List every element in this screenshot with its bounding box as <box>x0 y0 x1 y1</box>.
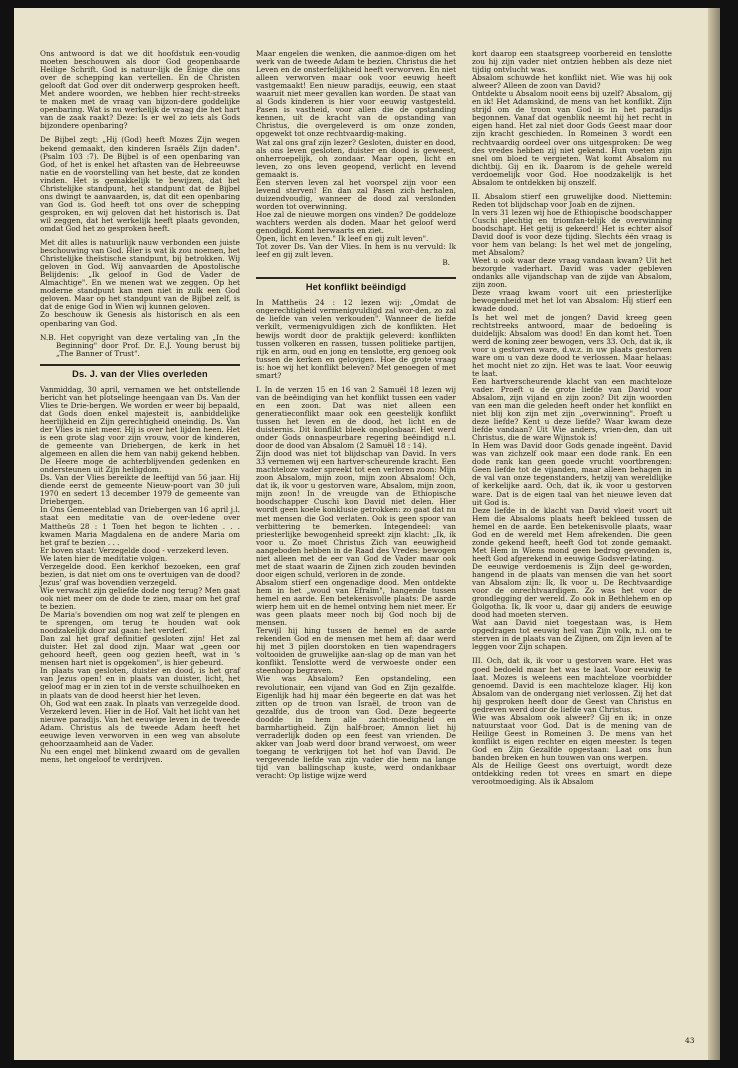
paragraph: Met dit alles is natuurlijk nauw verbonden een juiste beschouwing van God. Hier is wat ik zou noemen, het Christelijke theïstische standpunt, bij betrokken. Wij geloven in God. Wij aanvaarden de Apostolische Belijdenis: „Ik geloof in God de Vader de Almachtige". En we menen wat we zeggen. Op het moderne standpunt kan men niet in zulk een God geloven. Maar op het standpunt van de Bijbel zelf, is dat de enige God in Wien wij kunnen geloven. Zo beschouw ik Genesis als historisch en als een openbaring van God. <box>40 238 240 328</box>
obituary-text: Vanmiddag, 30 april, vernamen we het ontstellende bericht van het plotselinge heengaan van Ds. Van der Vlies te Drie-bergen. We worden er weer bij bepaald, dat Gods doen enkel majesteit is, aanbiddelijke heerlijkheid en Zijn gerechtigheid oneindig. Ds. Van der Vlies is niet meer. Hij is over het lijden heen. Het is een grote slag voor zijn vrouw, voor de kinderen, de gemeente van Driebergen, de kerk in het algemeen en allen die hem van nabij gekend hebben. De Heere moge de achterblijvenden gedenken en ondersteunen uit Zijn heiligdom. Ds. Van der Vlies bereikte de leeftijd van 56 jaar. Hij diende eerst de gemeente Nieuw-poort van 30 juli 1970 en sedert 13 december 1979 de gemeente van Driebergen. In Ons Gemeenteblad van Driebergen van 16 april j.l. staat een meditatie van de over-ledene over Mattheüs 28 : 1 Toen het begon te lichten . . . kwamen Maria Magdalena en de andere Maria om het graf te bezien . . . Er boven staat: Verzegelde dood - verzekerd leven. We laten hier de meditatie volgen. Verzegelde dood. Een kerkhof bezoeken, een graf bezien, is dat niet om ons te overtuigen van de dood? Jezus' graf was bovendien verzegeld. Wie verwacht zijn geliefde dode nog terug? Men gaat ook niet meer om de dode te zien, maar om het graf te bezien. De Maria's bovendien om nog wat zelf te plengen en te sprengen, om terug te houden wat ook noodzakelijk door zal gaan: het verderf. Dan zal het graf definitief gesloten zijn! Het zal duister. Het zal dood zijn. Maar wat „geen oor gehoord heeft, geen oog gezien heeft, wat in 's mensen hart niet is opgekomen", is hier gebeurd. In plaats van gesloten, duister en dood, is het graf van Jezus open! en in plaats van duister, licht, het geloof mag er in zien tot in de verste schuilhoeken en in plaats van de dood heerst hier het leven. Oh, God wat een zaak. In plaats van verzegelde dood. Verzekerd leven. Hier in de Hof. Valt het licht van het nieuwe paradijs. Van het eeuwige leven in de tweede Adam. Christus als de tweede Adam heeft het eeuwige leven verworven in een weg van absolute gehoorzaamheid aan de Vader. Nu een engel met blinkend zwaard om de gevallen mens, het ongeloof te verdrijven. <box>40 384 240 764</box>
section-divider <box>40 364 240 366</box>
copyright-note: N.B. Het copyright van deze vertaling van „In the Beginning" door Prof. Dr. E.J. Young berust bij „The Banner of Trust". <box>40 332 240 358</box>
obituary-heading: Ds. J. van der Vlies overleden <box>72 368 208 379</box>
paragraph: Maar engelen die wenken, die aanmoe-digen om het werk van de tweede Adam te bezien. Christus die het Leven en de onsterfelijkheid heeft verworven. En niet alleen verworven maar ook voor eeuwig heeft vastgemaakt! Een nieuw paradijs, eeuwig, een staat waaruit niet meer gevallen kan worden. De staat van al Gods kinderen is hier voor eeuwig vastgesteld. Pasen is vastheid, voor allen die de opstanding kennen, uit de kracht van de opstanding van Christus, die overgeleverd is om onze zonden, opgewekt tot onze rechtvaardig-making. Wat zal ons graf zijn lezer? Gesloten, duister en dood, als ons leven gesloten, duister en dood is geweest, onherroepelijk, oh zondaar. Maar open, licht en leven, zo ons leven geopend, verlicht en levend gemaakt is. Een sterven leven zal het voorspel zijn voor een levend sterven! En dan zal Pasen zich herhalen, duizendvoudig, wanneer de dood zal verslonden worden tot overwinning. Hoe zal de nieuwe morgen ons vinden? De goddeloze wachters werden als doden. Maar het geloof werd genodigd. Komt herwaarts en ziet. Open, licht en leven." Ik leef en gij zult leven". Tot zover Ds. Van der Vlies. In hem is nu vervuld: Ik leef en gij zult leven. <box>256 49 456 260</box>
paragraph: III. Och, dat ik, ik voor u gestorven ware. Het was goed bedoeld maar het was te laat. Voor eeuwig te laat. Mozes is weleens een machteloze voorbidder genoemd. David is een machteloze klager. Hij kon Absalom van de ondergang niet verlossen. Zij het dat hij gesproken heeft door de Geest van Christus en gedreven werd door de liefde van Christus. Wie was Absalom ook alweer? Gij en ik; in onze natuurstaat voor God. Dat is de mening van de Heilige Geest in Romeinen 3. De mens van het konflikt is eigen rechter en eigen meester. Is tegen God en Zijn Gezalfde opgestaan: Laat ons hun banden breken en hun touwen van ons werpen. Als de Heilige Geest ons overtuigt, wordt deze ontdekking reden tot vrees en smart en diepe verootmoediging. Als ik Absalom <box>472 656 672 787</box>
paragraph: In Mattheüs 24 : 12 lezen wij: „Omdat de ongerechtigheid vermenigvuldigd zal wor-den, zo zal de liefde van velen verkouden". Wanneer de liefde verkilt, vermenigvuldigen zich de konflikten. Het bewijs wordt door de praktijk geleverd: konflikten tussen volkeren en rassen, tussen politieke partijen, rijk en arm, oud en jong en tenslotte, erg genoeg ook tussen de kerken en gelovigen. Hoe de grote vraag is: hoe wij het konflikt beleven? Met genoegen of met smart? <box>256 298 456 380</box>
column-right <box>472 50 672 786</box>
paragraph: De Bijbel zegt: „Hij (God) heeft Mozes Zijn wegen bekend gemaakt, den kinderen Israëls Zijn daden". (Psalm 103 :7). De Bijbel is of een openbaring van God, of het is enkel het aftasten van de Hebreeuwse natie en de voorstelling van het beste, dat ze konden vinden. Het is gemakkelijk te bewijzen, dat het Christelijke standpunt, het standpunt dat de Bijbel ons dwingt te aanvaarden, is, dat dit een openbaring van God is. God heeft tot ons over de schepping gesproken, en wij geloven dat het historisch is. Dat wil zeggen, dat het werkelijk heeft plaats gevonden, omdat God het zo gesproken heeft. <box>40 135 240 233</box>
author-signature: B. <box>442 258 450 268</box>
article-heading: Het konflikt beëindigd <box>305 282 407 293</box>
paragraph: Ons antwoord is dat we dit hoofdstuk een-voudig moeten beschouwen als door God geopenbaarde Heilige Schrift. God is natuur-lijk de Enige die ons over de schepping kan vertellen. En de Christen gelooft dat God over dit onderwerp gesproken heeft. Met andere woorden, we hebben hier recht-streeks te maken met de vraag van bijzon-dere goddelijke openbaring. Wat is nu werkelijk de vraag die het hart van de zaak raakt? Deze: Is er wel zo iets als Gods bijzondere openbaring? <box>40 49 240 131</box>
magazine-page <box>14 8 720 1060</box>
paragraph: kort daarop een staatsgreep voorbereid en tenslotte zou hij zijn vader niet ontzien hebben als deze niet tijdig ontvlucht was. Absalom schuwde het konflikt niet. Wie was hij ook alweer? Alleen de zoon van David? Ontdekte u Absalom nooit eens bij uzelf? Absalom, gij en ik! Het Adamskind, de mens van het konflikt. Zijn strijd om de troon van God is in het paradijs begonnen. Vanaf dat ogenblik neemt hij het recht in eigen hand. Het zal niet door Gods Geest maar door zijn kracht geschieden. In Romeinen 3 wordt een rechtvaardig oordeel over ons uitgesproken: De weg des vredes hebben zij niet gekend. Hun voeten zijn snel om bloed te vergieten. Wat komt Absalom nu dichtbij. Gij en ik. Daarom is de gehele wereld verdoemelijk voor God. Hoe noodzakelijk is het Absalom te ontdekken bij onszelf. <box>472 49 672 187</box>
section-divider <box>256 277 456 279</box>
paragraph: II. Absalom stierf een gruwelijke dood. Niettemin: Reden tot blijdschap voor Joab en de zijnen. In vers 31 lezen wij hoe de Ethiopische boodschapper Cuschi plechtig en triomfan-telijk de overwinning boodschapt. Het getij is gekeerd! Het is echter alsof David doof is voor deze tijding. Slechts één vraag is voor hem van belang: Is het wel met de jongeling, met Absalom? Weet u ook waar deze vraag vandaan kwam? Uit het bezorgde vaderhart. David was vader gebleven ondanks alle vijandschap van de zijde van Absalom, zijn zoon. Deze vraag kwam voort uit een priesterlijke bewogenheid met het lot van Absalom: Hij stierf een kwade dood. Is het wel met de jongen? David kreeg geen rechtstreeks antwoord, maar de bedoeling is duidelijk: Absalom was dood! En dan komt het. Toen werd de koning zeer bewogen, vers 33. Och, dat ik, ik voor u gestorven ware, d.w.z. in uw plaats gestorven ware om u van deze dood te verlossen. Maar helaas: het mocht niet zo zijn. Het was te laat. Voor eeuwig te laat. Een hartverscheurende klacht van een machteloze vader. Proeft u de grote liefde van David voor Absalom, zijn vijand en zijn zoon? Dit zijn woorden van een man die geleden heeft onder het konflikt en niet blij kon zijn met zijn „overwinning". Proeft u deze liefde? Kent u deze liefde? Waar kwam deze liefde vandaan? Uit Wie anders, vrien-den, dan uit Christus, die de ware Wijnstok is! In Hem was David door Gods genade ingeënt. David was van zichzelf ook maar een dode rank. En een dode rank kan geen goede vrucht voortbrengen: Geen liefde tot de vijanden, maar alleen behagen in de val van onze tegenstanders, hetzij van wereldlijke of kerkelijke aard. Och, dat ik, ik voor u gestorven ware. Dat is de eigen taal van het nieuwe leven dat uit God is. Deze liefde in de klacht van David vloeit voort uit Hem die Absaloms plaats heeft bekleed tussen de hemel en de aarde. Een betekenisvolle plaats, waar God en de wereld met Hem afrekenden. Die geen zonde gekend heeft, heeft God tot zonde gemaakt. Met Hem in Wiens mond geen bedrog gevonden is, heeft God afgerekend in eeuwige Godsver-lating. De eeuwige verdoemenis is Zijn deel ge-worden, hangend in de plaats van mensen die van het soort van Absalom zijn: Ik, Ik voor u. De Rechtvaardige voor de onrechtvaardigen. Zo was het voor de grondlegging der wereld. Zo ook in Bethlehem en op Golgotha. Ik, Ik voor u, daar gij anders de eeuwige dood had moeten sterven. Wat aan David niet toegestaan was, is Hem opgedragen tot eeuwig heil van Zijn volk, n.l. om te sterven in de plaats van de Zijnen, om Zijn leven af te leggen voor Zijn schapen. <box>472 191 672 652</box>
column-middle <box>256 50 456 780</box>
page-number: 43 <box>685 1036 695 1045</box>
paragraph: I. In de verzen 15 en 16 van 2 Samuël 18 lezen wij van de beëindiging van het konflikt tussen een vader en een zoon. Dat was niet alleen een generatieconflikt maar ook een geestelijk konflikt tussen het leven en de dood, het licht en de duisternis. Dit konflikt bleek onoplosbaar. Het werd onder Gods onnaspeurbare regering beëindigd n.l. door de dood van Absalom (2 Samuël 18 : 14). Zijn dood was niet tot blijdschap van David. In vers 33 vernemen wij een hartver-scheurende kracht. Een machteloze vader spreekt tot een verloren zoon: Mijn zoon Absalom, mijn zoon, mijn zoon Absalom! Och, dat ik, ik voor u gestorven ware, Absalom, mijn zoon, mijn zoon! In de vreugde van de Ethiopische boodschapper Cuschi kon David niet delen. Hier wordt geen koele konklusie getrokken: zo gaat dat nu met mensen die God verlaten. Ook is geen spoor van verbittering te bemerken. Integendeel: van priesterlijke bewogenheid spreekt zijn klacht: „Ik, ik voor u. Zo moet Christus Zich van eeuwigheid aangeboden hebben in de Raad des Vredes: bewogen niet alleen met de eer van God de Vader maar ook met de staat waarin de Zijnen zich zouden bevinden door eigen schuld, verloren in de zonde. Absalom stierf een ongenadige dood. Men ontdekte hem in het „woud van Efraïm", hangende tussen hemel en aarde. Een betekenisvolle plaats: De aarde wierp hem uit en de hemel ontving hem niet meer. Er was geen plaats meer noch bij God noch bij de mensen. Terwijl hij hing tussen de hemel en de aarde rekenden God en de mensen met hem af: daar werd hij met 3 pijlen doorstoken en tien wapendragers voltooiden de gruwelijke aan-slag op de man van het konflikt. Tenslotte werd de verwoeste onder een steenhoop begraven. Wie was Absalom? Een opstandeling, een revolutionair, een vijand van God en Zijn gezalfde. Eigenlijk had hij maar één begeerte en dat was het zitten op de troon van Israël, de troon van de gezalfde, dus de troon van God. Deze begeerte doodde in hem alle zacht-moedigheid en barmhartigheid. Zijn half-broer, Amnon liet hij verraderlijk doden op een feest van vrienden. De akker van Joab werd door brand verwoest, om weer toegang te verkrijgen tot het hof van David. De vergevende liefde van zijn vader die hem na lange tijd van ballingschap kuste, werd ondankbaar veracht: Op listige wijze werd <box>256 384 456 781</box>
column-left <box>40 50 240 764</box>
binding-spine <box>708 8 720 1060</box>
